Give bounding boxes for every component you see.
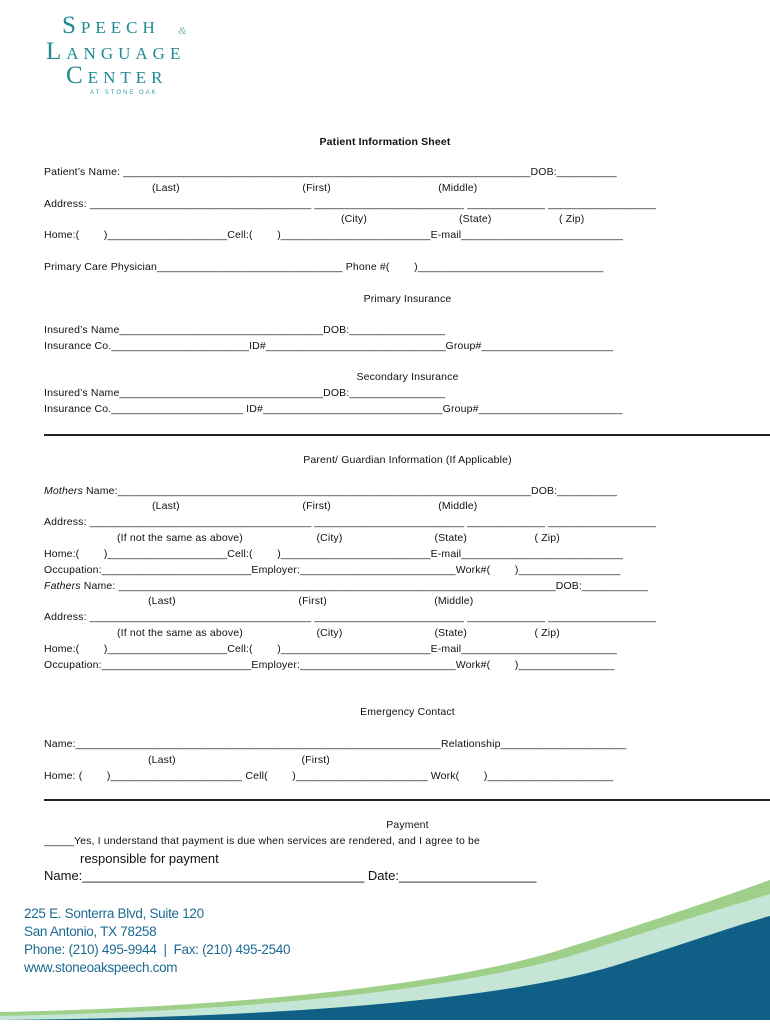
- logo-word-center: CENTER: [66, 62, 168, 89]
- primary-insured-line[interactable]: Insured’s Name__________________________________DOB:________________: [44, 324, 446, 336]
- logo-tagline: AT STONE OAK: [90, 90, 158, 96]
- father-name-sublabels: (Last) (First) (Middle): [148, 595, 474, 607]
- guardian-heading: Parent/ Guardian Information (If Applicable): [303, 454, 512, 466]
- logo-word-language: LANGUAGE: [46, 38, 186, 65]
- payment-heading: Payment: [386, 819, 429, 831]
- footer-address-line2: San Antonio, TX 78258: [24, 924, 157, 939]
- patient-name-sublabels: (Last) (First) (Middle): [152, 182, 478, 194]
- payment-signature-line[interactable]: Name:_______________________________________ Date:___________________: [44, 868, 537, 883]
- primary-insurance-heading: Primary Insurance: [363, 293, 452, 305]
- mother-name-sublabels: (Last) (First) (Middle): [152, 500, 478, 512]
- secondary-insured-line[interactable]: Insured’s Name__________________________________DOB:________________: [44, 387, 446, 399]
- mother-name-line[interactable]: [44, 485, 617, 497]
- footer-address-line1: 225 E. Sonterra Blvd, Suite 120: [24, 906, 204, 921]
- father-address-sublabels: (If not the same as above) (City) (State) ( Zip): [117, 627, 560, 639]
- physician-line[interactable]: Primary Care Physician_______________________________ Phone #( )_______________________________: [44, 261, 604, 273]
- section-divider-2: [44, 799, 770, 801]
- logo-word-speech: SPEECH: [62, 12, 160, 39]
- payment-agreement-line[interactable]: _____Yes, I understand that payment is due when services are rendered, and I agree to be: [44, 835, 481, 847]
- footer-phone-fax: Phone: (210) 495-9944 | Fax: (210) 495-2540: [24, 942, 291, 957]
- father-name-line[interactable]: [44, 580, 648, 592]
- emergency-phone-line[interactable]: Home: ( )______________________ Cell( )______________________ Work( )_____________________: [44, 770, 614, 782]
- emergency-name-sublabels: (Last) (First): [148, 754, 330, 766]
- mother-address-line[interactable]: Address: _____________________________________ _________________________ _____________ __________________: [44, 516, 656, 528]
- payment-agreement-continued: responsible for payment: [80, 851, 219, 866]
- patient-address-line[interactable]: Address: _____________________________________ _________________________ _____________ __________________: [44, 198, 656, 210]
- mother-label: Mothers: [44, 485, 83, 497]
- primary-company-line[interactable]: Insurance Co._______________________ID#______________________________Group#______________________: [44, 340, 614, 352]
- father-label: Fathers: [44, 580, 81, 592]
- section-divider: [44, 434, 770, 436]
- patient-address-sublabels: (City) (State) ( Zip): [341, 213, 585, 225]
- secondary-insurance-heading: Secondary Insurance: [356, 371, 459, 383]
- mother-occupation-line[interactable]: Occupation:_________________________Employer:__________________________Work#( )_________________: [44, 564, 621, 576]
- footer-base: [0, 1020, 770, 1024]
- mother-name-field[interactable]: Name:_____________________________________________________________________DOB:__________: [82, 485, 618, 497]
- patient-phone-line[interactable]: Home:( )____________________Cell:( )_________________________E-mail___________________________: [44, 229, 623, 241]
- father-address-line[interactable]: Address: _____________________________________ _________________________ _____________ __________________: [44, 611, 656, 623]
- father-occupation-line[interactable]: Occupation:_________________________Employer:__________________________Work#( )________________: [44, 659, 615, 671]
- mother-address-sublabels: (If not the same as above) (City) (State) ( Zip): [117, 532, 560, 544]
- page-title: Patient Information Sheet: [319, 136, 451, 148]
- father-phone-line[interactable]: Home:( )____________________Cell:( )_________________________E-mail__________________________: [44, 643, 618, 655]
- footer-website[interactable]: www.stoneoakspeech.com: [24, 960, 178, 975]
- father-name-field[interactable]: Name: _________________________________________________________________________DOB:___________: [80, 580, 648, 592]
- mother-phone-line[interactable]: Home:( )____________________Cell:( )_________________________E-mail___________________________: [44, 548, 623, 560]
- secondary-company-line[interactable]: Insurance Co.______________________ ID#______________________________Group#________________________: [44, 403, 623, 415]
- emergency-heading: Emergency Contact: [360, 706, 455, 718]
- logo-ampersand: &: [178, 25, 187, 37]
- emergency-name-line[interactable]: Name:_____________________________________________________________Relationship_____________________: [44, 738, 627, 750]
- patient-name-line[interactable]: Patient’s Name: ____________________________________________________________________DOB:__________: [44, 166, 617, 178]
